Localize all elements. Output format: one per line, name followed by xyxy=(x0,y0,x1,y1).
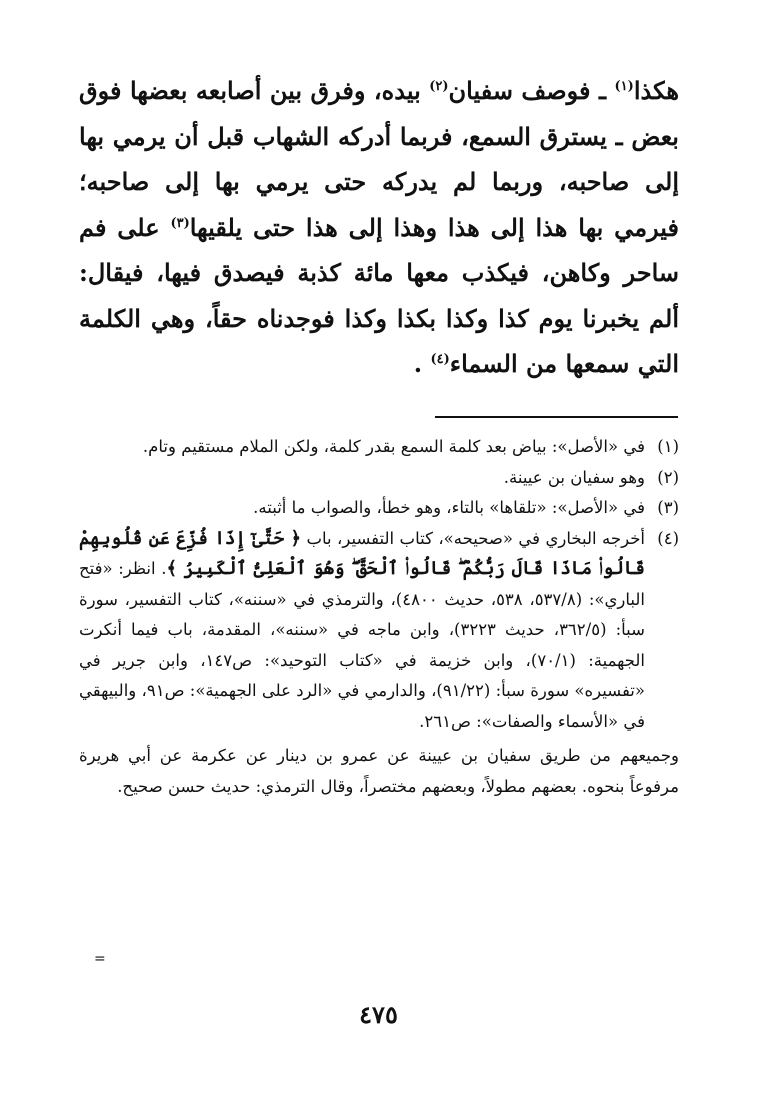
footnote-4 xyxy=(79,524,679,738)
footnote-1 xyxy=(79,432,679,463)
footnote-text-4 xyxy=(79,524,645,738)
footnotes-section xyxy=(79,432,679,802)
footnote-2 xyxy=(79,463,679,494)
main-text-part-1: هكذا xyxy=(633,76,679,105)
footnote-number-3: (٣) xyxy=(657,498,679,517)
footnote-ref-1[interactable]: (١) xyxy=(614,79,634,94)
footnote-4-continuation: وجميعهم من طريق سفيان بن عيينة عن عمرو بن دينار عن عكرمة عن أبي هريرة مرفوعاً بنحوه. بعضهم مطولاً، وبعضهم مختصراً، وقال الترمذي: حديث حسن صحيح. xyxy=(79,746,679,796)
footnote-number-2: (٢) xyxy=(657,467,679,487)
footnote-separator xyxy=(435,416,678,418)
footnote-ref-4[interactable]: (٤) xyxy=(430,352,450,367)
footnote-4-text-b: . انظر: «فتح الباري»: (٥٣٧/٨، ٥٣٨، حديث ٤٨٠٠)، والترمذي في «سننه»، كتاب التفسير، سورة سبأ: (٣٦٢/٥، حديث ٣٢٢٣)، وابن ماجه في «سننه»، المقدمة، باب فيما أنكرت الجهمية: (٧٠/١)، وابن خزيمة في «كتاب التوحيد»: ص١٤٧، وابن جرير في «تفسيره» سورة سبأ: (٩١/٢٢)، والدارمي في «الرد على الجهمية»: ص٩١، والبيهقي في «الأسماء والصفات»: ص٢٦١. xyxy=(79,559,646,731)
footnote-text-3: في «الأصل»: «تلقاها» بالتاء، وهو خطأ، والصواب ما أثبته. xyxy=(253,498,645,517)
main-text xyxy=(79,68,679,387)
footnote-text-2: وهو سفيان بن عيينة. xyxy=(503,467,645,487)
page-number: ٤٧٥ xyxy=(359,1000,398,1029)
footnote-text-1: في «الأصل»: بياض بعد كلمة السمع بقدر كلمة، ولكن الملام مستقيم وتام. xyxy=(142,437,645,456)
main-text-part-2: ـ فوصف سفيان xyxy=(448,76,615,105)
footnote-ref-2[interactable]: (٢) xyxy=(429,79,449,94)
main-text-part-5: . xyxy=(413,349,431,378)
footnote-ref-3[interactable]: (٣) xyxy=(170,215,190,231)
footnote-number-1: (١) xyxy=(657,437,679,456)
main-paragraph xyxy=(79,68,679,387)
footnote-3 xyxy=(79,493,679,524)
continuation-mark: = xyxy=(94,951,106,967)
main-text-part-3: بيده، وفرق بين أصابعه بعضها فوق بعض ـ يسترق السمع، فربما أدركه الشهاب قبل أن يرمي بها إلى صاحبه، وربما لم يدركه حتى يرمي بها إلى صاحبه؛ فيرمي بها هذا إلى هذا وهذا إلى هذا حتى يلقيها xyxy=(79,76,680,242)
quran-verse: ﴿ حَتَّىٰٓ إِذَا فُزِّعَ عَن قُلُوبِهِمْ قَالُوا۟ مَاذَا قَالَ رَبُّكُمْ ۖ قَالُوا۟ ٱلْحَقَّ ۖ وَهُوَ ٱلْعَلِىُّ ٱلْكَبِيرُ ﴾ xyxy=(79,527,645,579)
footnote-4-text-a: أخرجه البخاري في «صحيحه»، كتاب التفسير، باب xyxy=(301,528,645,548)
footnote-number-4: (٤) xyxy=(657,528,679,548)
main-text-part-4: على فم ساحر وكاهن، فيكذب معها مائة كذبة فيصدق فيها، فيقال: ألم يخبرنا يوم كذا وكذا بكذا وكذا فوجدناه حقاً، وهي الكلمة التي سمعها من السماء xyxy=(79,212,679,378)
